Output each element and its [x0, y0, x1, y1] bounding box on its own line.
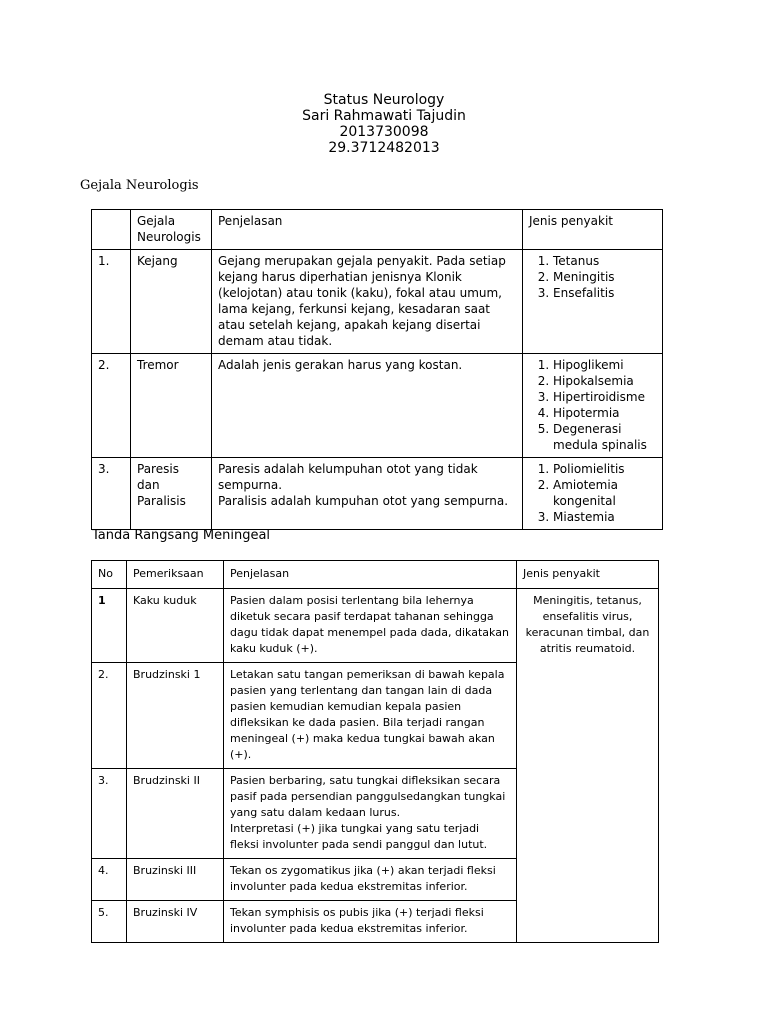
row-no: 5.	[92, 901, 127, 943]
gejala-neurologis-table	[91, 209, 663, 530]
interpretasi-text: Interpretasi (+) jika tungkai yang satu terjadi fleksi involunter pada sendi panggul dan lutut.	[230, 822, 488, 851]
list-item: 4. Hipotermia	[553, 405, 656, 421]
header-cell-penjelasan: Penjelasan	[224, 561, 517, 589]
penjelasan-paresis: Paresis adalah kelumpuhan otot yang tidak sempurna.	[218, 462, 478, 492]
list-item: 1. Poliomielitis	[553, 461, 656, 477]
row-gejala: Kejang	[131, 250, 212, 354]
document-code: 29.3712482013	[328, 140, 440, 156]
gejala-table-viewport	[88, 205, 678, 524]
header-cell-penjelasan: Penjelasan	[212, 210, 523, 250]
penyakit-list	[529, 253, 656, 301]
row-penjelasan: Pasien dalam posisi terlentang bila lehernya diketuk secara pasif terdapat tahanan sehingga dagu tidak dapat menempel pada dada, dikatakan kaku kuduk (+).	[224, 589, 517, 663]
row-no: 3.	[92, 769, 127, 859]
author-name: Sari Rahmawati Tajudin	[302, 108, 466, 124]
list-item: 3. Hipertiroidisme	[553, 389, 656, 405]
penjelasan-paralisis: Paralisis adalah kumpuhan otot yang sempurna.	[218, 494, 509, 508]
header-cell-no	[92, 210, 131, 250]
penyakit-list	[529, 357, 656, 453]
penjelasan-text: Pasien berbaring, satu tungkai difleksikan secara pasif pada persendian panggulsedangkan tungkai yang satu dalam kedaan lurus.	[230, 774, 506, 819]
row-no: 2.	[92, 663, 127, 769]
header-cell-gejala: Gejala Neurologis	[131, 210, 212, 250]
row-gejala: Tremor	[131, 354, 212, 458]
row-pemeriksaan: Kaku kuduk	[127, 589, 224, 663]
row-penjelasan: Gejang merupakan gejala penyakit. Pada setiap kejang harus diperhatian jenisnya Klonik (kelojotan) atau tonik (kaku), fokal atau umum, lama kejang, ferkunsi kejang, kesadaran saat atau setelah kejang, apakah kejang disertai demam atau tidak.	[212, 250, 523, 354]
row-pemeriksaan: Brudzinski 1	[127, 663, 224, 769]
row-pemeriksaan: Bruzinski III	[127, 859, 224, 901]
header-cell-penyakit: Jenis penyakit	[523, 210, 663, 250]
section-title-meningeal: Tanda Rangsang Meningeal	[92, 528, 271, 543]
row-penjelasan: Letakan satu tangan pemeriksan di bawah kepala pasien yang terlentang dan tangan lain di dada pasien kemudian kemudian kepala pasien difleksikan ke dada pasien. Bila terjadi rangan meningeal (+) maka kedua tungkai bawah akan (+).	[224, 663, 517, 769]
row-no: 1.	[92, 250, 131, 354]
row-penjelasan: Tekan symphisis os pubis jika (+) terjadi fleksi involunter pada kedua ekstremitas inferior.	[224, 901, 517, 943]
row-penyakit	[523, 458, 663, 530]
table-row	[92, 250, 663, 354]
header-cell-no: No	[92, 561, 127, 589]
row-penjelasan	[224, 769, 517, 859]
row-penyakit	[523, 354, 663, 458]
list-item: 3. Miastemia	[553, 509, 656, 525]
table-row	[92, 458, 663, 530]
document-title: Status Neurology	[323, 92, 445, 108]
section-title-gejala: Gejala Neurologis	[80, 178, 199, 193]
row-no: 3.	[92, 458, 131, 530]
table-row	[92, 589, 659, 663]
header-cell-pemeriksaan: Pemeriksaan	[127, 561, 224, 589]
student-id: 2013730098	[339, 124, 429, 140]
row-pemeriksaan: Bruzinski IV	[127, 901, 224, 943]
row-penyakit	[523, 250, 663, 354]
row-pemeriksaan: Brudzinski II	[127, 769, 224, 859]
list-item: 2. Meningitis	[553, 269, 656, 285]
row-penjelasan: Adalah jenis gerakan harus yang kostan.	[212, 354, 523, 458]
list-item: 1. Hipoglikemi	[553, 357, 656, 373]
header-cell-penyakit: Jenis penyakit	[517, 561, 659, 589]
row-no: 4.	[92, 859, 127, 901]
row-penjelasan: Tekan os zygomatikus jika (+) akan terjadi fleksi involunter pada kedua ekstremitas inferior.	[224, 859, 517, 901]
penyakit-list	[529, 461, 656, 525]
list-item: 1. Tetanus	[553, 253, 656, 269]
penyakit-cell: Meningitis, tetanus, ensefalitis virus, keracunan timbal, dan atritis reumatoid.	[517, 589, 659, 943]
document-header	[0, 92, 768, 156]
row-gejala: Paresis dan Paralisis	[131, 458, 212, 530]
table-row	[92, 354, 663, 458]
row-no: 1	[92, 589, 127, 663]
list-item: 5. Degenerasi medula spinalis	[553, 421, 656, 453]
list-item: 2. Hipokalsemia	[553, 373, 656, 389]
row-no: 2.	[92, 354, 131, 458]
meningeal-table	[91, 560, 659, 943]
table-header-row	[92, 210, 663, 250]
table-header-row	[92, 561, 659, 589]
row-penjelasan	[212, 458, 523, 530]
list-item: 3. Ensefalitis	[553, 285, 656, 301]
list-item: 2. Amiotemia kongenital	[553, 477, 656, 509]
